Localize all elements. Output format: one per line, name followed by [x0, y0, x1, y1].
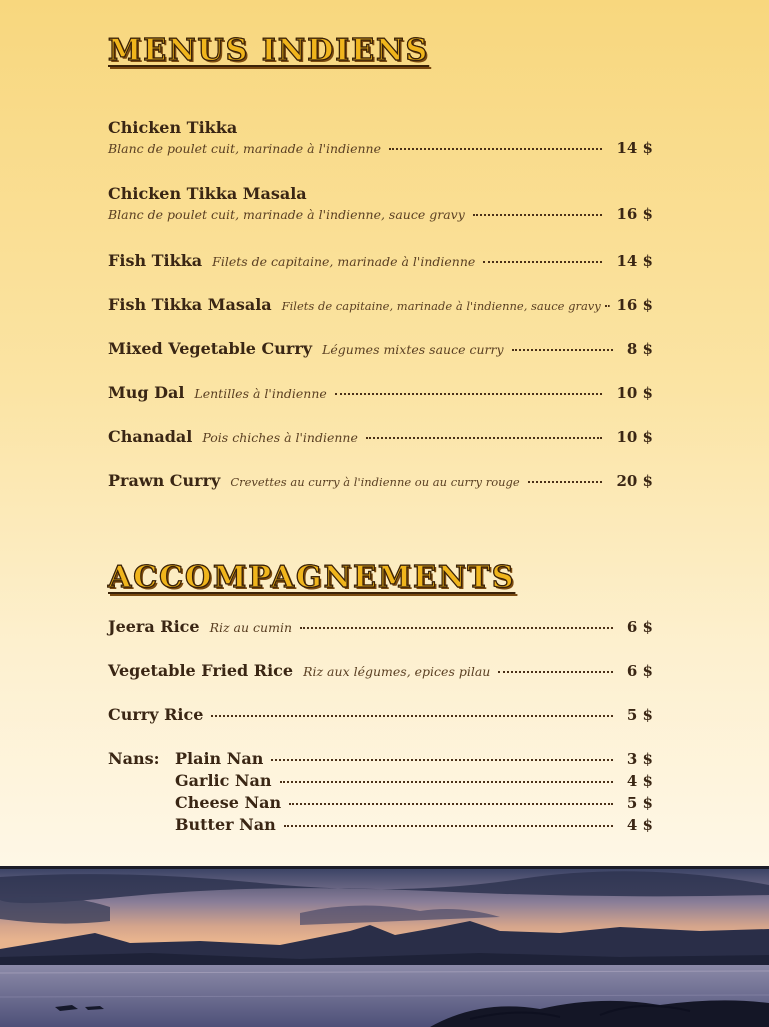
menu-item-chanadal — [108, 427, 653, 446]
menu-item-prawn-curry — [108, 471, 653, 490]
dot-leader — [211, 715, 613, 717]
item-price: 4 $ — [626, 772, 653, 790]
item-description: Blanc de poulet cuit, marinade à l'indienne, sauce gravy — [108, 207, 465, 222]
dot-leader — [271, 759, 613, 761]
item-name: Garlic Nan — [175, 771, 272, 790]
item-price: 20 $ — [616, 472, 653, 490]
dot-leader — [512, 349, 613, 351]
item-price: 10 $ — [616, 384, 653, 402]
sunset-lake-image — [0, 869, 769, 1027]
item-name: Fish Tikka Masala — [108, 295, 272, 314]
item-price: 10 $ — [616, 428, 653, 446]
item-name: Chanadal — [108, 427, 193, 446]
nan-item-butter — [175, 815, 653, 834]
nans-label: Nans: — [108, 749, 160, 768]
item-name: Fish Tikka — [108, 251, 203, 270]
nan-item-cheese — [175, 793, 653, 812]
dot-leader — [473, 214, 603, 216]
item-price: 14 $ — [616, 252, 653, 270]
dot-leader — [280, 781, 613, 783]
dot-leader — [335, 393, 603, 395]
nan-item-plain — [175, 749, 653, 768]
item-name: Jeera Rice — [108, 617, 200, 636]
item-price: 5 $ — [626, 706, 653, 724]
dot-leader — [528, 481, 603, 483]
item-name: Butter Nan — [175, 815, 276, 834]
item-price: 16 $ — [616, 296, 653, 314]
dot-leader — [300, 627, 613, 629]
item-description: Riz au cumin — [209, 620, 292, 635]
landscape-photo — [0, 866, 769, 1027]
section-title-accompagnements: ACCOMPAGNEMENTS — [108, 560, 516, 595]
item-name: Chicken Tikka — [108, 118, 238, 137]
item-name: Mug Dal — [108, 383, 185, 402]
section-title-menus-indiens: MENUS INDIENS — [108, 33, 430, 68]
item-description: Riz aux légumes, epices pilau — [303, 664, 491, 679]
side-item-vegetable-fried-rice — [108, 661, 653, 680]
item-description: Crevettes au curry à l'indienne ou au curry rouge — [230, 475, 520, 489]
item-price: 16 $ — [616, 205, 653, 223]
item-price: 5 $ — [626, 794, 653, 812]
item-description: Légumes mixtes sauce curry — [322, 342, 504, 357]
side-item-curry-rice — [108, 705, 653, 724]
dot-leader — [498, 671, 613, 673]
item-name: Cheese Nan — [175, 793, 282, 812]
item-price: 8 $ — [626, 340, 653, 358]
item-description: Blanc de poulet cuit, marinade à l'indienne — [108, 141, 381, 156]
menu-item-fish-tikka-masala — [108, 295, 653, 314]
item-name: Prawn Curry — [108, 471, 221, 490]
dot-leader — [389, 148, 602, 150]
item-description: Filets de capitaine, marinade à l'indienne — [212, 254, 476, 269]
menu-item-fish-tikka — [108, 251, 653, 270]
item-price: 4 $ — [626, 816, 653, 834]
item-name: Vegetable Fried Rice — [108, 661, 294, 680]
item-description: Filets de capitaine, marinade à l'indienne, sauce gravy — [281, 299, 601, 313]
dot-leader — [284, 825, 613, 827]
menu-item-chicken-tikka — [108, 118, 653, 157]
menu-item-mug-dal — [108, 383, 653, 402]
item-price: 6 $ — [626, 618, 653, 636]
nan-item-garlic — [175, 771, 653, 790]
item-name: Chicken Tikka Masala — [108, 184, 307, 203]
dot-leader — [483, 261, 602, 263]
menu-item-mixed-vegetable-curry — [108, 339, 653, 358]
side-item-jeera-rice — [108, 617, 653, 636]
item-price: 3 $ — [626, 750, 653, 768]
item-name: Plain Nan — [175, 749, 264, 768]
dot-leader — [289, 803, 613, 805]
item-name: Mixed Vegetable Curry — [108, 339, 313, 358]
dot-leader — [366, 437, 603, 439]
item-description: Lentilles à l'indienne — [194, 386, 327, 401]
dot-leader — [605, 305, 611, 307]
item-price: 14 $ — [616, 139, 653, 157]
menu-item-chicken-tikka-masala — [108, 184, 653, 223]
item-description: Pois chiches à l'indienne — [202, 430, 358, 445]
item-name: Curry Rice — [108, 705, 204, 724]
item-price: 6 $ — [626, 662, 653, 680]
